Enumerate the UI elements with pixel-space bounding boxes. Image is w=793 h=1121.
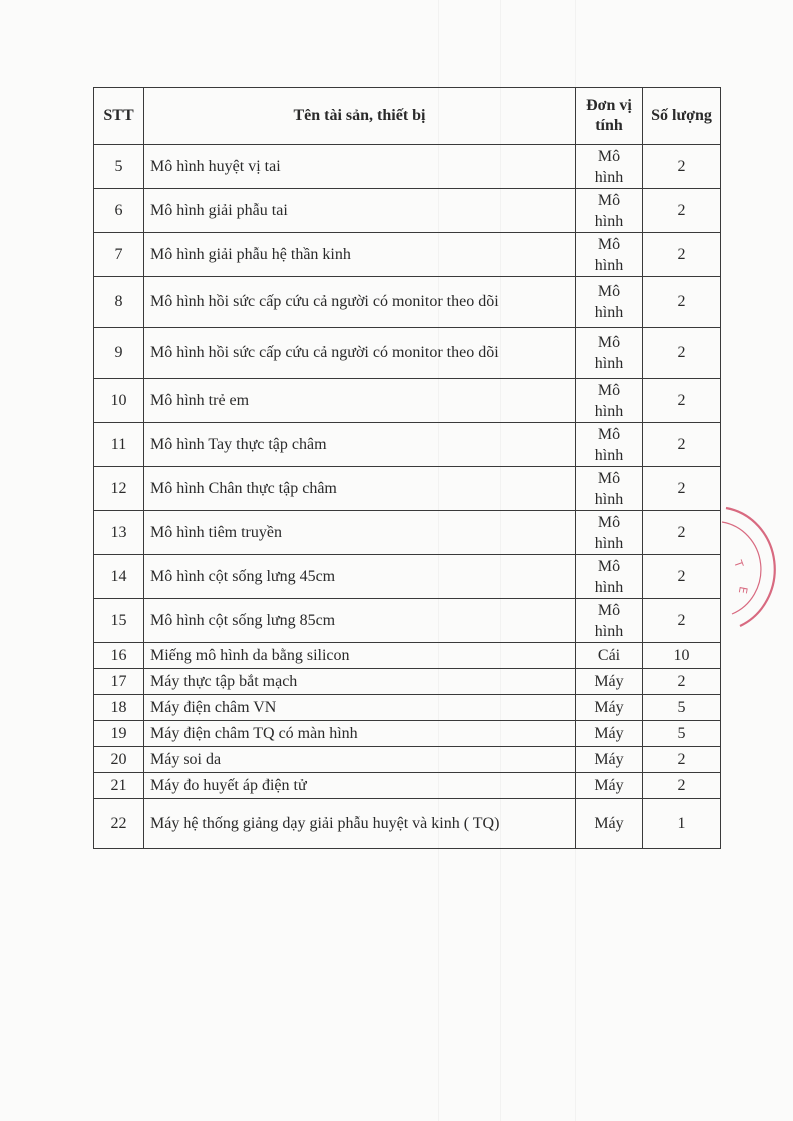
cell-stt: 16 [94, 643, 144, 669]
cell-qty: 2 [643, 233, 721, 277]
cell-stt: 17 [94, 669, 144, 695]
table-row [94, 799, 721, 849]
table-header-row [94, 88, 721, 145]
cell-qty: 10 [643, 643, 721, 669]
table-row [94, 747, 721, 773]
cell-qty: 2 [643, 423, 721, 467]
cell-unit: Mô hình [576, 555, 643, 599]
cell-stt: 7 [94, 233, 144, 277]
cell-name: Mô hình cột sống lưng 85cm [144, 599, 576, 643]
cell-name: Máy soi da [144, 747, 576, 773]
cell-unit: Máy [576, 747, 643, 773]
cell-name: Mô hình giải phẫu hệ thần kinh [144, 233, 576, 277]
svg-text:T: T [731, 558, 746, 570]
table-row [94, 145, 721, 189]
cell-stt: 9 [94, 328, 144, 379]
table-row [94, 467, 721, 511]
cell-qty: 2 [643, 328, 721, 379]
cell-stt: 19 [94, 721, 144, 747]
cell-name: Máy hệ thống giảng dạy giải phẫu huyệt và kinh ( TQ) [144, 799, 576, 849]
table-row [94, 511, 721, 555]
table-row [94, 277, 721, 328]
cell-stt: 13 [94, 511, 144, 555]
cell-unit: Mô hình [576, 511, 643, 555]
cell-qty: 2 [643, 277, 721, 328]
cell-name: Máy đo huyết áp điện tử [144, 773, 576, 799]
cell-unit: Mô hình [576, 277, 643, 328]
cell-name: Máy thực tập bắt mạch [144, 669, 576, 695]
table-row [94, 669, 721, 695]
header-name: Tên tài sản, thiết bị [144, 88, 576, 145]
table-row [94, 423, 721, 467]
cell-stt: 8 [94, 277, 144, 328]
cell-qty: 2 [643, 511, 721, 555]
cell-name: Mô hình hồi sức cấp cứu cả người có monitor theo dõi [144, 328, 576, 379]
cell-unit: Mô hình [576, 423, 643, 467]
cell-name: Máy điện châm TQ có màn hình [144, 721, 576, 747]
cell-name: Mô hình trẻ em [144, 379, 576, 423]
table-row [94, 189, 721, 233]
svg-text:E: E [735, 585, 750, 595]
cell-qty: 2 [643, 747, 721, 773]
cell-name: Mô hình tiêm truyền [144, 511, 576, 555]
cell-stt: 21 [94, 773, 144, 799]
table-row [94, 379, 721, 423]
cell-name: Miếng mô hình da bằng silicon [144, 643, 576, 669]
cell-unit: Máy [576, 721, 643, 747]
cell-stt: 14 [94, 555, 144, 599]
cell-unit: Mô hình [576, 599, 643, 643]
cell-stt: 20 [94, 747, 144, 773]
cell-qty: 2 [643, 145, 721, 189]
table-row [94, 695, 721, 721]
cell-stt: 22 [94, 799, 144, 849]
cell-stt: 12 [94, 467, 144, 511]
cell-unit: Cái [576, 643, 643, 669]
cell-stt: 18 [94, 695, 144, 721]
cell-unit: Máy [576, 669, 643, 695]
cell-unit: Máy [576, 799, 643, 849]
cell-stt: 6 [94, 189, 144, 233]
cell-stt: 15 [94, 599, 144, 643]
cell-name: Mô hình huyệt vị tai [144, 145, 576, 189]
cell-qty: 1 [643, 799, 721, 849]
cell-qty: 2 [643, 555, 721, 599]
table-row [94, 328, 721, 379]
cell-unit: Mô hình [576, 145, 643, 189]
cell-unit: Máy [576, 773, 643, 799]
cell-name: Mô hình hồi sức cấp cứu cả người có monitor theo dõi [144, 277, 576, 328]
cell-unit: Máy [576, 695, 643, 721]
table-row [94, 555, 721, 599]
header-unit: Đơn vị tính [576, 88, 643, 145]
cell-qty: 5 [643, 695, 721, 721]
cell-unit: Mô hình [576, 328, 643, 379]
cell-qty: 2 [643, 599, 721, 643]
header-qty: Số lượng [643, 88, 721, 145]
asset-table [93, 87, 721, 849]
cell-unit: Mô hình [576, 467, 643, 511]
cell-stt: 10 [94, 379, 144, 423]
cell-qty: 2 [643, 379, 721, 423]
table-row [94, 599, 721, 643]
cell-name: Mô hình cột sống lưng 45cm [144, 555, 576, 599]
cell-qty: 5 [643, 721, 721, 747]
cell-unit: Mô hình [576, 233, 643, 277]
cell-stt: 11 [94, 423, 144, 467]
cell-name: Mô hình Chân thực tập châm [144, 467, 576, 511]
table-row [94, 643, 721, 669]
table-row [94, 721, 721, 747]
cell-name: Mô hình Tay thực tập châm [144, 423, 576, 467]
cell-unit: Mô hình [576, 379, 643, 423]
cell-name: Mô hình giải phẫu tai [144, 189, 576, 233]
cell-unit: Mô hình [576, 189, 643, 233]
table-row [94, 773, 721, 799]
cell-qty: 2 [643, 773, 721, 799]
cell-qty: 2 [643, 189, 721, 233]
table-row [94, 233, 721, 277]
cell-qty: 2 [643, 467, 721, 511]
cell-name: Máy điện châm VN [144, 695, 576, 721]
cell-stt: 5 [94, 145, 144, 189]
cell-qty: 2 [643, 669, 721, 695]
header-stt: STT [94, 88, 144, 145]
